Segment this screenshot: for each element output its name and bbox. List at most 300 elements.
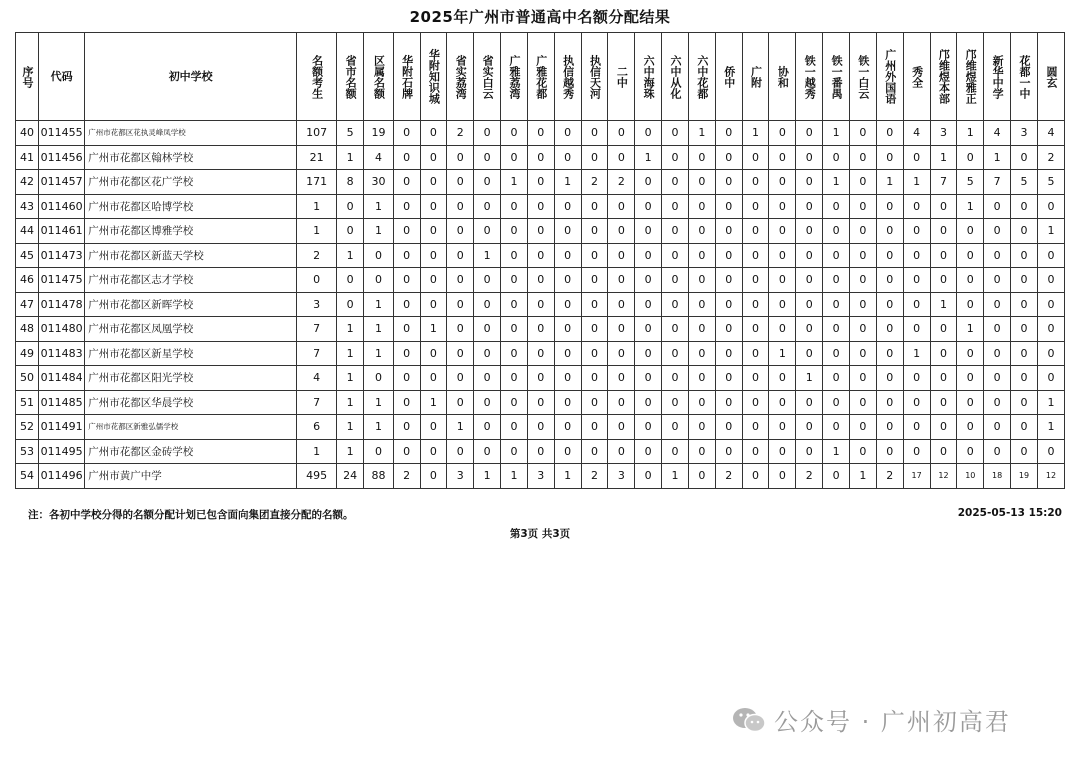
quota-cell: 0 [715,341,742,366]
quota-cell: 1 [1037,415,1064,440]
quota-cell: 1 [554,170,581,195]
quota-cell: 0 [850,439,877,464]
quota-cell: 4 [1037,121,1064,146]
quota-table [15,32,1065,489]
quota-cell: 0 [635,439,662,464]
quota-cell: 0 [393,194,420,219]
quota-cell: 1 [742,121,769,146]
quota-cell: 1 [823,170,850,195]
quota-cell: 0 [420,121,447,146]
quota-cell: 0 [608,366,635,391]
quota-cell: 0 [608,145,635,170]
quota-cell: 0 [688,366,715,391]
quota-cell: 0 [501,366,528,391]
quota-cell: 107 [297,121,337,146]
quota-cell: 0 [769,317,796,342]
row-number: 44 [16,219,39,244]
quota-cell: 0 [688,145,715,170]
quota-cell: 0 [635,366,662,391]
quota-cell: 2 [447,121,474,146]
quota-cell: 0 [608,415,635,440]
quota-cell: 0 [769,292,796,317]
quota-cell: 1 [420,390,447,415]
quota-cell: 0 [393,121,420,146]
quota-cell: 0 [742,219,769,244]
quota-cell: 1 [364,292,393,317]
quota-cell: 171 [297,170,337,195]
quota-cell: 0 [930,390,957,415]
quota-cell: 1 [957,194,984,219]
quota-cell: 0 [447,219,474,244]
quota-cell: 0 [447,243,474,268]
quota-cell: 0 [823,317,850,342]
quota-cell: 0 [876,145,903,170]
quota-cell: 0 [393,145,420,170]
quota-cell: 0 [796,219,823,244]
quota-cell: 1 [823,439,850,464]
quota-cell: 0 [715,390,742,415]
quota-cell: 1 [364,317,393,342]
quota-cell: 0 [554,219,581,244]
quota-cell: 0 [688,170,715,195]
quota-cell: 0 [581,317,608,342]
quota-cell: 0 [850,390,877,415]
quota-cell: 0 [662,341,689,366]
quota-cell: 0 [769,219,796,244]
quota-cell: 0 [393,292,420,317]
quota-cell: 0 [1011,341,1038,366]
quota-cell: 0 [662,292,689,317]
quota-cell: 3 [527,464,554,489]
quota-cell: 0 [420,439,447,464]
column-header: 圆玄 [1037,33,1064,121]
row-number: 51 [16,390,39,415]
quota-cell: 5 [337,121,364,146]
quota-cell: 0 [688,243,715,268]
school-name: 广州市花都区哈博学校 [85,194,297,219]
quota-cell: 0 [635,121,662,146]
quota-cell: 0 [420,464,447,489]
table-row [16,390,1065,415]
quota-cell: 0 [957,243,984,268]
quota-cell: 0 [554,317,581,342]
quota-cell: 0 [769,145,796,170]
quota-cell: 7 [930,170,957,195]
quota-cell: 0 [1011,317,1038,342]
quota-cell: 3 [447,464,474,489]
quota-cell: 0 [635,415,662,440]
quota-cell: 0 [688,415,715,440]
school-code: 011457 [39,170,85,195]
quota-cell: 0 [527,317,554,342]
quota-cell: 0 [688,341,715,366]
quota-cell: 8 [337,170,364,195]
quota-cell: 0 [876,243,903,268]
quota-cell: 0 [474,170,501,195]
quota-cell: 0 [474,194,501,219]
column-header: 名额考生 [297,33,337,121]
quota-cell: 1 [903,170,930,195]
quota-cell: 0 [474,268,501,293]
quota-cell: 0 [501,268,528,293]
quota-cell: 2 [876,464,903,489]
quota-cell: 0 [635,194,662,219]
quota-cell: 0 [850,145,877,170]
quota-cell: 0 [876,390,903,415]
column-header: 铁一白云 [850,33,877,121]
column-header: 六中海珠 [635,33,662,121]
quota-cell: 0 [1011,439,1038,464]
quota-cell: 0 [823,268,850,293]
quota-cell: 0 [393,390,420,415]
quota-cell: 0 [715,439,742,464]
quota-cell: 0 [581,121,608,146]
quota-cell: 0 [715,243,742,268]
column-header: 省实荔湾 [447,33,474,121]
quota-cell: 0 [474,292,501,317]
quota-cell: 1 [364,415,393,440]
quota-cell: 1 [297,219,337,244]
school-code: 011455 [39,121,85,146]
quota-cell: 0 [769,390,796,415]
school-name: 广州市花都区新星学校 [85,341,297,366]
quota-cell: 0 [635,341,662,366]
quota-cell: 0 [796,390,823,415]
quota-cell: 4 [903,121,930,146]
quota-cell: 1 [930,145,957,170]
quota-cell: 0 [930,415,957,440]
quota-cell: 0 [554,415,581,440]
quota-cell: 10 [957,464,984,489]
quota-cell: 17 [903,464,930,489]
quota-cell: 1 [930,292,957,317]
quota-cell: 0 [930,219,957,244]
quota-cell: 0 [769,194,796,219]
quota-cell: 0 [635,268,662,293]
quota-cell: 0 [581,145,608,170]
quota-cell: 0 [1037,317,1064,342]
school-code: 011473 [39,243,85,268]
quota-cell: 0 [903,415,930,440]
quota-cell: 4 [984,121,1011,146]
quota-cell: 4 [364,145,393,170]
quota-cell: 0 [742,439,769,464]
quota-cell: 0 [393,170,420,195]
quota-cell: 5 [1011,170,1038,195]
table-row [16,292,1065,317]
column-header: 秀全 [903,33,930,121]
quota-cell: 0 [850,366,877,391]
quota-cell: 0 [850,341,877,366]
quota-cell: 0 [364,268,393,293]
quota-cell: 0 [1011,292,1038,317]
quota-cell: 12 [1037,464,1064,489]
quota-cell: 0 [662,194,689,219]
quota-cell: 0 [984,243,1011,268]
quota-cell: 0 [1037,194,1064,219]
quota-cell: 1 [474,464,501,489]
quota-cell: 1 [297,194,337,219]
quota-cell: 3 [297,292,337,317]
column-header: 省实白云 [474,33,501,121]
quota-cell: 0 [447,170,474,195]
quota-cell: 0 [420,415,447,440]
quota-cell: 1 [337,415,364,440]
quota-cell: 0 [501,317,528,342]
quota-cell: 0 [581,194,608,219]
quota-cell: 0 [474,219,501,244]
quota-cell: 0 [796,415,823,440]
quota-cell: 0 [581,439,608,464]
quota-cell: 0 [527,341,554,366]
table-header-row [16,33,1065,121]
quota-cell: 0 [393,341,420,366]
quota-cell: 1 [364,219,393,244]
quota-cell: 0 [984,194,1011,219]
quota-cell: 24 [337,464,364,489]
quota-cell: 0 [447,390,474,415]
quota-cell: 0 [501,292,528,317]
column-header: 序号 [16,33,39,121]
quota-cell: 0 [554,292,581,317]
quota-cell: 0 [608,439,635,464]
quota-cell: 1 [957,121,984,146]
quota-cell: 0 [1011,145,1038,170]
table-row [16,121,1065,146]
quota-cell: 0 [876,121,903,146]
column-header: 执信越秀 [554,33,581,121]
table-row [16,464,1065,489]
quota-cell: 0 [420,268,447,293]
quota-cell: 0 [957,145,984,170]
print-date: 2025-05-13 15:20 [957,507,1062,519]
quota-cell: 0 [876,341,903,366]
table-row [16,341,1065,366]
quota-cell: 30 [364,170,393,195]
quota-cell: 0 [581,243,608,268]
quota-cell: 0 [364,243,393,268]
quota-cell: 0 [1037,292,1064,317]
quota-cell: 0 [742,145,769,170]
quota-cell: 0 [662,439,689,464]
column-header: 代码 [39,33,85,121]
quota-cell: 2 [581,464,608,489]
quota-cell: 0 [447,268,474,293]
quota-cell: 0 [581,219,608,244]
quota-cell: 0 [796,439,823,464]
school-name: 广州市花都区志才学校 [85,268,297,293]
quota-cell: 0 [581,390,608,415]
quota-cell: 0 [608,219,635,244]
quota-cell: 0 [688,292,715,317]
quota-cell: 0 [823,243,850,268]
quota-cell: 1 [823,121,850,146]
quota-cell: 0 [715,415,742,440]
quota-cell: 0 [1011,366,1038,391]
quota-cell: 0 [608,292,635,317]
quota-cell: 0 [876,194,903,219]
quota-cell: 0 [742,390,769,415]
wechat-icon [732,706,766,734]
quota-cell: 0 [742,292,769,317]
quota-cell: 0 [474,341,501,366]
watermark [732,702,1011,737]
quota-cell: 0 [957,219,984,244]
quota-cell: 1 [337,366,364,391]
quota-cell: 18 [984,464,1011,489]
quota-cell: 0 [688,439,715,464]
row-number: 47 [16,292,39,317]
quota-cell: 0 [742,243,769,268]
quota-cell: 0 [662,170,689,195]
quota-cell: 0 [420,194,447,219]
table-row [16,317,1065,342]
quota-cell: 0 [742,268,769,293]
quota-cell: 0 [364,366,393,391]
quota-cell: 0 [850,317,877,342]
row-number: 50 [16,366,39,391]
quota-cell: 0 [984,268,1011,293]
quota-cell: 0 [501,219,528,244]
quota-cell: 1 [501,170,528,195]
footnote: 注：各初中学校分得的名额分配计划已包含面向集团直接分配的名额。 [28,509,354,521]
quota-cell: 19 [1011,464,1038,489]
quota-cell: 1 [688,121,715,146]
school-name: 广州市黄广中学 [85,464,297,489]
quota-cell: 0 [581,415,608,440]
quota-cell: 0 [447,366,474,391]
quota-cell: 0 [420,292,447,317]
quota-cell: 0 [554,268,581,293]
school-code: 011484 [39,366,85,391]
quota-cell: 1 [662,464,689,489]
quota-cell: 0 [984,341,1011,366]
quota-cell: 0 [688,390,715,415]
quota-cell: 0 [527,219,554,244]
quota-cell: 0 [337,268,364,293]
school-code: 011480 [39,317,85,342]
school-name: 广州市花都区花广学校 [85,170,297,195]
quota-cell: 0 [420,170,447,195]
quota-cell: 0 [527,145,554,170]
quota-cell: 0 [1037,341,1064,366]
quota-cell: 0 [1011,415,1038,440]
quota-cell: 0 [823,341,850,366]
quota-cell: 0 [930,194,957,219]
quota-cell: 0 [635,243,662,268]
row-number: 54 [16,464,39,489]
quota-cell: 0 [769,243,796,268]
quota-cell: 3 [608,464,635,489]
quota-cell: 0 [635,317,662,342]
table-row [16,439,1065,464]
quota-cell: 0 [662,317,689,342]
quota-cell: 495 [297,464,337,489]
quota-cell: 0 [393,317,420,342]
column-header: 花都一中 [1011,33,1038,121]
quota-cell: 2 [393,464,420,489]
quota-cell: 0 [554,243,581,268]
quota-cell: 0 [903,390,930,415]
quota-cell: 0 [930,341,957,366]
table-row [16,415,1065,440]
quota-cell: 0 [984,390,1011,415]
school-name: 广州市花都区花执灵峰凤学校 [85,121,297,146]
table-row [16,219,1065,244]
quota-cell: 1 [364,390,393,415]
quota-cell: 1 [337,317,364,342]
quota-cell: 0 [957,439,984,464]
column-header: 广附 [742,33,769,121]
quota-cell: 1 [337,390,364,415]
quota-cell: 0 [420,341,447,366]
row-number: 42 [16,170,39,195]
table-row [16,194,1065,219]
quota-cell: 0 [662,121,689,146]
quota-cell: 0 [420,243,447,268]
column-header: 协和 [769,33,796,121]
quota-cell: 0 [420,219,447,244]
quota-cell: 21 [297,145,337,170]
table-row [16,170,1065,195]
quota-cell: 0 [474,439,501,464]
column-header: 二中 [608,33,635,121]
row-number: 40 [16,121,39,146]
quota-cell: 1 [984,145,1011,170]
quota-cell: 0 [393,243,420,268]
quota-cell: 0 [662,415,689,440]
quota-cell: 0 [742,464,769,489]
quota-cell: 0 [608,121,635,146]
quota-cell: 0 [297,268,337,293]
school-name: 广州市花都区博雅学校 [85,219,297,244]
quota-cell: 1 [876,170,903,195]
quota-cell: 0 [393,439,420,464]
quota-cell: 1 [420,317,447,342]
row-number: 46 [16,268,39,293]
quota-cell: 0 [823,219,850,244]
quota-cell: 0 [769,121,796,146]
school-code: 011496 [39,464,85,489]
quota-cell: 0 [769,415,796,440]
quota-cell: 0 [474,415,501,440]
quota-cell: 0 [447,145,474,170]
quota-cell: 0 [608,243,635,268]
quota-cell: 0 [823,415,850,440]
quota-cell: 12 [930,464,957,489]
quota-cell: 1 [447,415,474,440]
school-name: 广州市花都区新晖学校 [85,292,297,317]
quota-cell: 0 [527,268,554,293]
quota-cell: 0 [447,292,474,317]
row-number: 43 [16,194,39,219]
quota-cell: 0 [501,390,528,415]
quota-cell: 0 [957,292,984,317]
quota-cell: 0 [1011,390,1038,415]
quota-cell: 0 [903,292,930,317]
quota-cell: 0 [742,415,769,440]
school-code: 011483 [39,341,85,366]
column-header: 侨中 [715,33,742,121]
quota-cell: 0 [1037,366,1064,391]
column-header: 铁一番禺 [823,33,850,121]
quota-cell: 0 [393,415,420,440]
quota-cell: 0 [903,145,930,170]
quota-cell: 0 [930,366,957,391]
quota-cell: 0 [474,366,501,391]
quota-cell: 0 [635,390,662,415]
school-name: 广州市花都区新雅弘儒学校 [85,415,297,440]
